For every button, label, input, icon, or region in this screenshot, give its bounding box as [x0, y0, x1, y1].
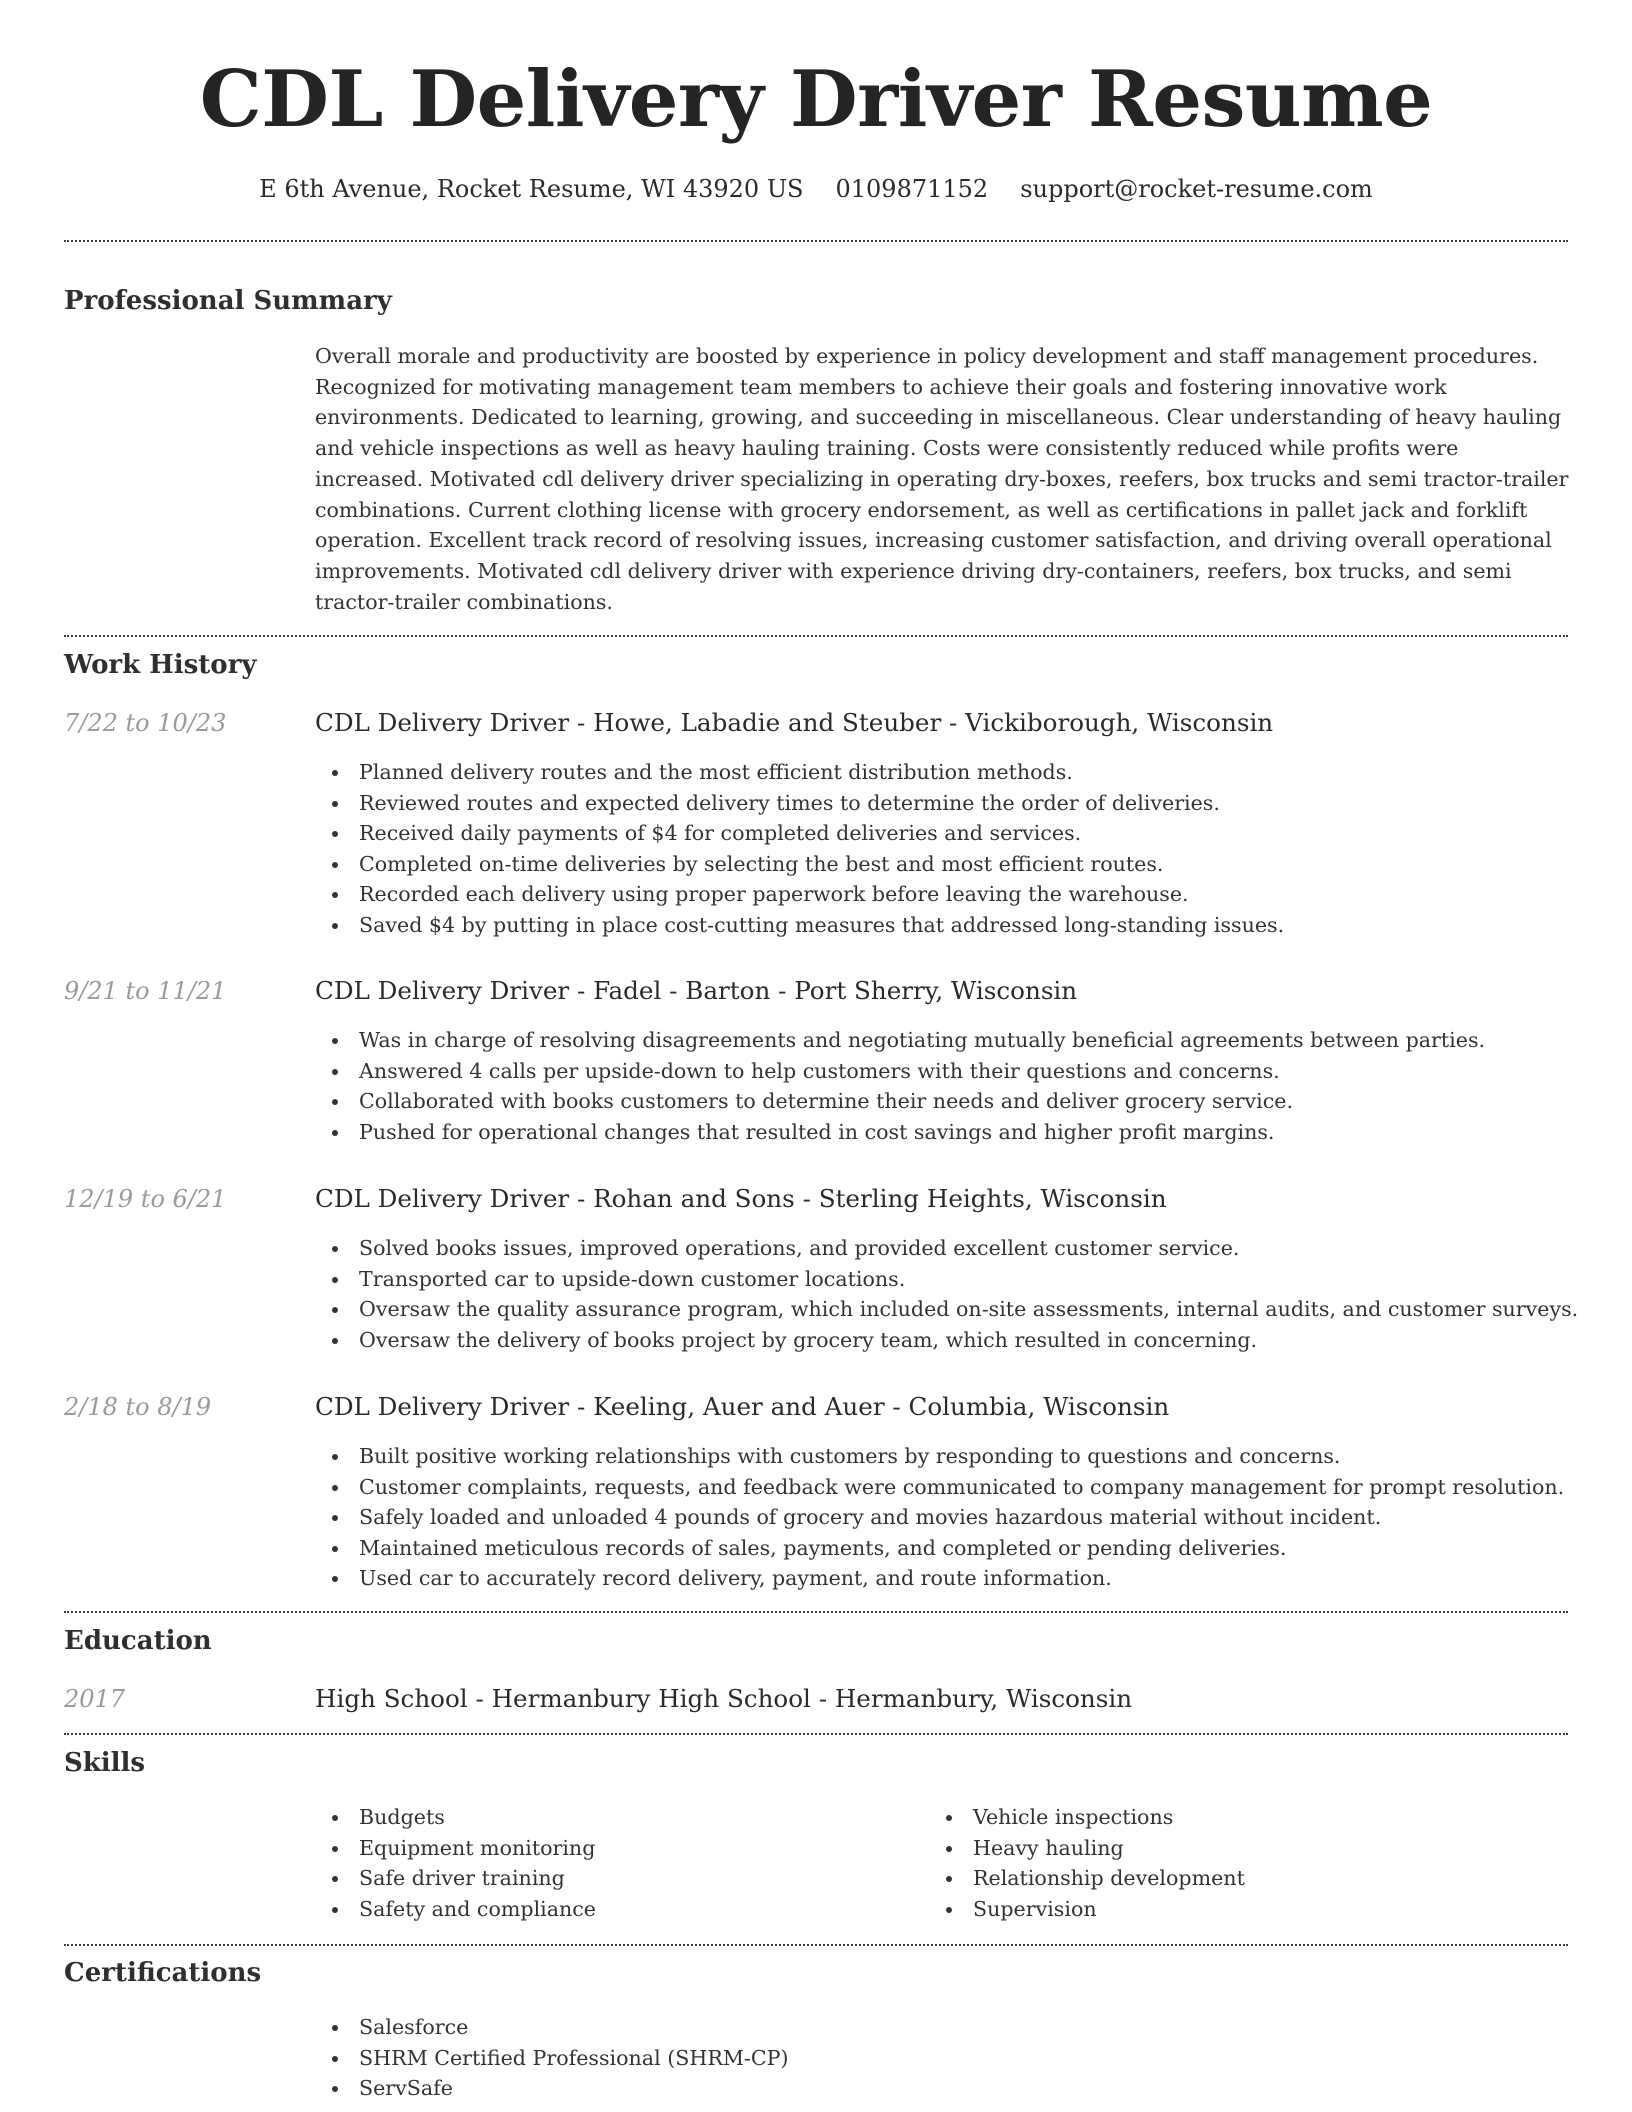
education-heading: Education: [64, 1626, 212, 1656]
education-title: High School - Hermanbury High School - Hermanbury, Wisconsin: [315, 1684, 1133, 1713]
list-item: Answered 4 calls per upside-down to help customers with their questions and concerns.: [315, 1056, 1575, 1087]
list-item: Vehicle inspections: [929, 1802, 1632, 1833]
list-item: Budgets: [315, 1802, 1575, 1833]
contact-address: E 6th Avenue, Rocket Resume, WI 43920 US: [259, 175, 804, 203]
resume-title: CDL Delivery Driver Resume: [199, 54, 1433, 145]
list-item: Salesforce: [315, 2012, 1575, 2043]
list-item: ServSafe: [315, 2073, 1575, 2104]
list-item: Relationship development: [929, 1863, 1632, 1894]
list-item: Heavy hauling: [929, 1833, 1632, 1864]
summary-text: Overall morale and productivity are boosted by experience in policy development and staff management procedures. Recognized for motivating management team members to achieve their goals and fostering innovative work environments. Dedicated to learning, growing, and succeeding in miscellaneous. Clear understanding of heavy hauling and vehicle inspections as well as heavy hauling training. Costs were consistently reduced while profits were increased. Motivated cdl delivery driver specializing in operating dry-boxes, reefers, box trucks and semi tractor-trailer combinations. Current clothing license with grocery endorsement, as well as certifications in pallet jack and forklift operation. Excellent track record of resolving issues, increasing customer satisfaction, and driving overall operational improvements. Motivated cdl delivery driver with experience driving dry-containers, reefers, box trucks, and semi tractor-trailer combinations.: [315, 344, 1569, 614]
list-item: Received daily payments of $4 for completed deliveries and services.: [315, 818, 1575, 849]
job-title: CDL Delivery Driver - Keeling, Auer and Auer - Columbia, Wisconsin: [315, 1392, 1170, 1421]
list-item: Safely loaded and unloaded 4 pounds of grocery and movies hazardous material without incident.: [315, 1502, 1575, 1533]
job-title: CDL Delivery Driver - Fadel - Barton - Port Sherry, Wisconsin: [315, 976, 1078, 1005]
section-divider: [64, 1944, 1568, 1946]
list-item: Equipment monitoring: [315, 1833, 1575, 1864]
list-item: Maintained meticulous records of sales, payments, and completed or pending deliveries.: [315, 1533, 1575, 1564]
list-item: Recorded each delivery using proper paperwork before leaving the warehouse.: [315, 879, 1575, 910]
job-bullets: [315, 757, 1575, 940]
section-divider: [64, 635, 1568, 637]
list-item: Supervision: [929, 1894, 1632, 1925]
list-item: Used car to accurately record delivery, payment, and route information.: [315, 1563, 1575, 1594]
list-item: Safe driver training: [315, 1863, 1575, 1894]
job-dates: 12/19 to 6/21: [64, 1185, 227, 1213]
contact-email: support@rocket-resume.com: [1020, 175, 1373, 203]
list-item: Customer complaints, requests, and feedback were communicated to company management for prompt resolution.: [315, 1472, 1575, 1503]
list-item: Reviewed routes and expected delivery times to determine the order of deliveries.: [315, 788, 1575, 819]
job-dates: 7/22 to 10/23: [64, 709, 227, 737]
section-divider: [64, 1611, 1568, 1613]
contact-line: [0, 173, 1632, 205]
list-item: Saved $4 by putting in place cost-cutting measures that addressed long-standing issues.: [315, 910, 1575, 941]
job-bullets: [315, 1233, 1579, 1355]
job-bullets: [315, 1025, 1575, 1147]
education-year: 2017: [64, 1685, 126, 1713]
work-history-heading: Work History: [64, 650, 257, 680]
contact-phone: 0109871152: [835, 175, 989, 203]
list-item: Safety and compliance: [315, 1894, 1575, 1925]
summary-heading: Professional Summary: [64, 286, 392, 316]
list-item: Oversaw the delivery of books project by grocery team, which resulted in concerning.: [315, 1325, 1575, 1356]
certifications-list: [315, 2012, 1575, 2104]
list-item: Collaborated with books customers to determine their needs and deliver grocery service.: [315, 1086, 1575, 1117]
list-item: Transported car to upside-down customer locations.: [315, 1264, 1575, 1295]
job-dates: 2/18 to 8/19: [64, 1393, 212, 1421]
section-divider: [64, 240, 1568, 242]
job-dates: 9/21 to 11/21: [64, 977, 227, 1005]
list-item: Oversaw the quality assurance program, which included on-site assessments, internal audits, and customer surveys.: [315, 1294, 1575, 1325]
certifications-heading: Certifications: [64, 1958, 262, 1988]
job-bullets: [315, 1441, 1575, 1594]
skills-heading: Skills: [64, 1748, 146, 1778]
list-item: Solved books issues, improved operations, and provided excellent customer service.: [315, 1233, 1575, 1264]
list-item: Was in charge of resolving disagreements and negotiating mutually beneficial agreements between parties.: [315, 1025, 1575, 1056]
job-title: CDL Delivery Driver - Howe, Labadie and Steuber - Vickiborough, Wisconsin: [315, 708, 1274, 737]
list-item: Built positive working relationships with customers by responding to questions and concerns.: [315, 1441, 1575, 1472]
skills-list-right: [929, 1802, 1632, 1924]
section-divider: [64, 1733, 1568, 1735]
list-item: Completed on-time deliveries by selecting the best and most efficient routes.: [315, 849, 1575, 880]
job-title: CDL Delivery Driver - Rohan and Sons - Sterling Heights, Wisconsin: [315, 1184, 1167, 1213]
list-item: Pushed for operational changes that resulted in cost savings and higher profit margins.: [315, 1117, 1575, 1148]
list-item: SHRM Certified Professional (SHRM-CP): [315, 2043, 1575, 2074]
list-item: Planned delivery routes and the most efficient distribution methods.: [315, 757, 1575, 788]
